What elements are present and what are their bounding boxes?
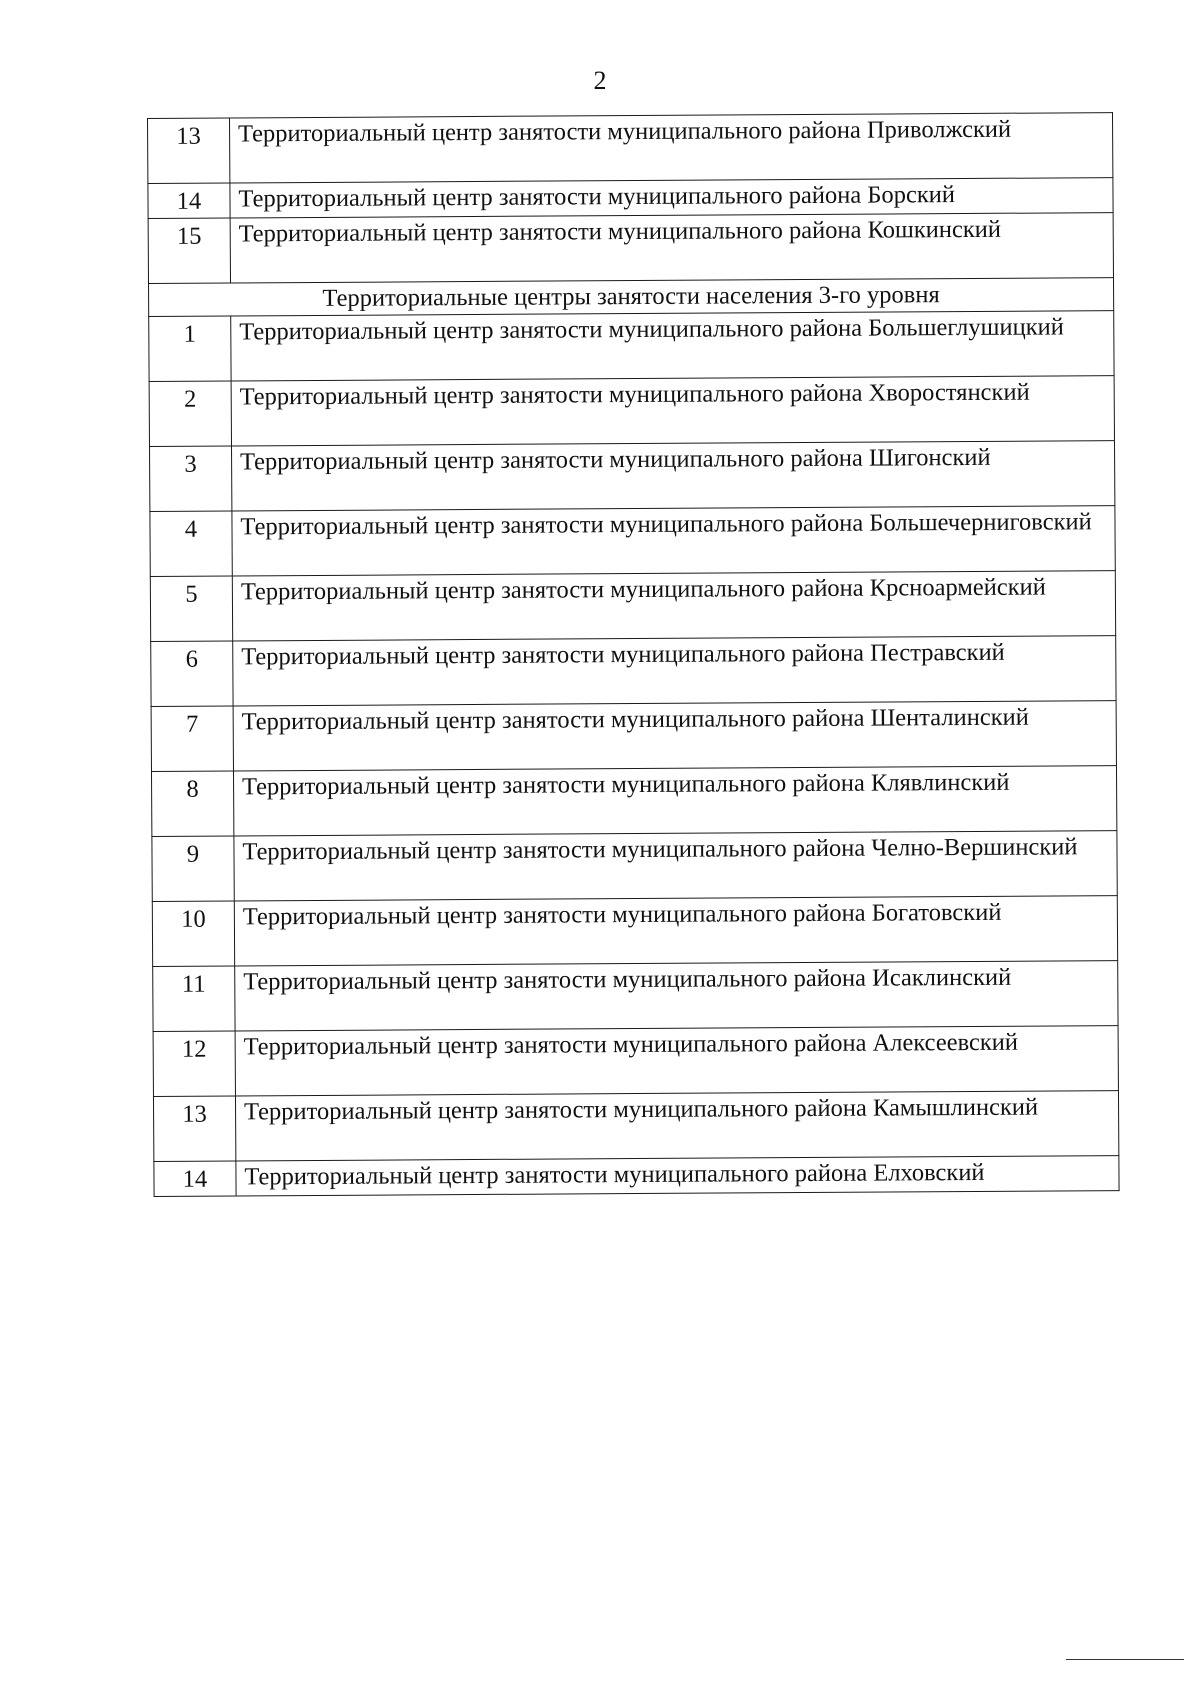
table-row [148,178,1113,219]
row-number: 13 [153,1096,235,1161]
table-row [148,213,1113,284]
table-row [151,766,1116,837]
row-number: 14 [148,183,230,219]
center-name: Территориальный центр занятости муниципального района Шигонский [232,441,1115,511]
center-name: Территориальный центр занятости муниципального района Большечерниговский [232,506,1115,576]
table-row [148,113,1113,184]
row-number: 2 [149,381,231,446]
center-name: Территориальный центр занятости муниципального района Алексеевский [235,1026,1118,1096]
table-row [153,961,1118,1032]
table-row [149,311,1114,382]
center-name: Территориальный центр занятости муниципального района Кошкинский [230,213,1113,283]
page-number: 2 [593,66,607,95]
row-number: 7 [151,706,233,771]
employment-centers-table [147,112,1120,1197]
row-number: 6 [151,641,233,706]
center-name: Территориальный центр занятости муниципального района Челно-Вершинский [234,831,1117,901]
row-number: 4 [150,511,232,576]
table-row [154,1156,1119,1197]
center-name: Территориальный центр занятости муниципального района Приволжский [230,113,1113,183]
row-number: 15 [148,218,230,283]
table-row [149,376,1114,447]
center-name: Территориальный центр занятости муниципального района Крсноармейский [232,571,1115,641]
center-name: Территориальный центр занятости муниципального района Пестравский [233,636,1116,706]
center-name: Территориальный центр занятости муниципального района Елховский [236,1156,1119,1196]
corner-rule-line [1066,1659,1184,1660]
table-row [150,506,1115,577]
row-number: 11 [153,966,235,1031]
row-number: 12 [153,1031,235,1096]
table-row [150,571,1115,642]
center-name: Территориальный центр занятости муниципального района Шенталинский [233,701,1116,771]
table-row [152,831,1117,902]
row-number: 8 [151,771,233,836]
center-name: Территориальный центр занятости муниципального района Хворостянский [231,376,1114,446]
center-name: Территориальный центр занятости муниципального района Большеглушицкий [231,311,1114,381]
employment-centers-table-wrap [147,112,1119,1197]
row-number: 10 [152,901,234,966]
row-number: 1 [149,316,231,381]
row-number: 13 [148,118,230,183]
row-number: 14 [154,1161,236,1197]
row-number: 3 [150,446,232,511]
row-number: 5 [150,576,232,641]
section-title: Территориальные центры занятости населения 3-го уровня [149,278,1114,317]
table-row [150,441,1115,512]
table-row [153,1091,1118,1162]
center-name: Территориальный центр занятости муниципального района Клявлинский [233,766,1116,836]
center-name: Территориальный центр занятости муниципального района Богатовский [234,896,1117,966]
table-row [151,636,1116,707]
table-body [148,113,1120,1197]
table-row [152,896,1117,967]
center-name: Территориальный центр занятости муниципального района Борский [230,178,1113,218]
center-name: Территориальный центр занятости муниципального района Камышлинский [235,1091,1118,1161]
center-name: Территориальный центр занятости муниципального района Исаклинский [235,961,1118,1031]
row-number: 9 [152,836,234,901]
table-row [153,1026,1118,1097]
table-row [151,701,1116,772]
